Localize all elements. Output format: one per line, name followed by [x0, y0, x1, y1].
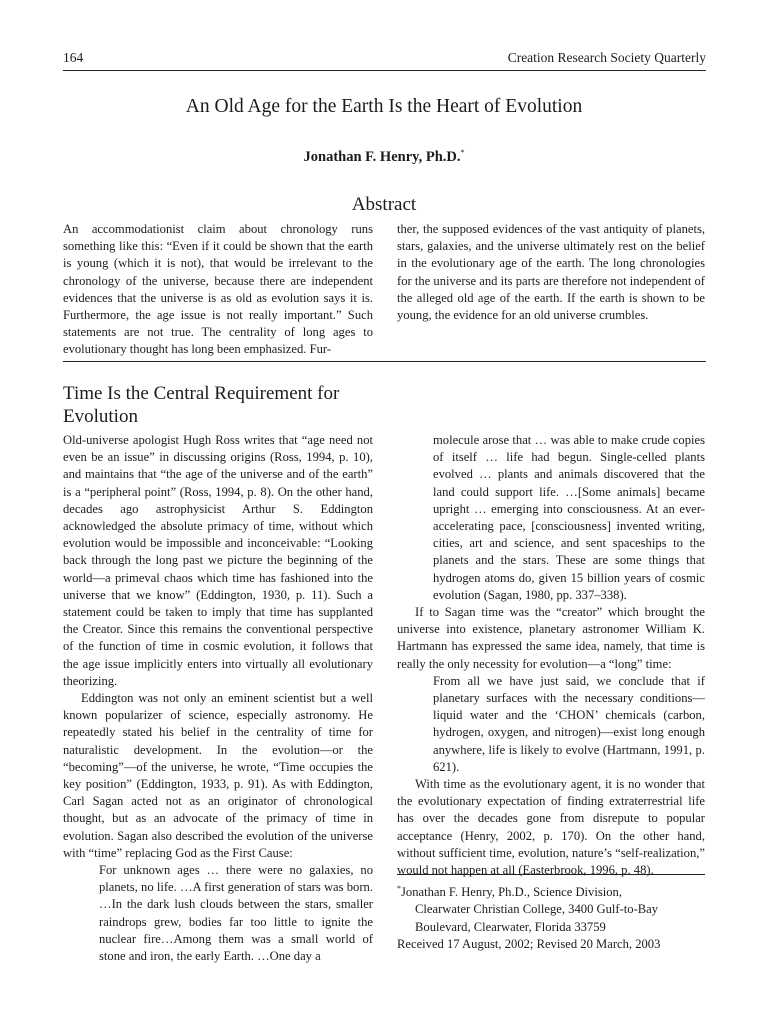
- abstract-column-right: [397, 221, 705, 324]
- page-number: 164: [63, 50, 84, 65]
- footnote: [397, 880, 705, 953]
- footnote-mark: *: [397, 884, 401, 893]
- abstract-column-left: [63, 221, 373, 359]
- block-quote: From all we have just said, we conclude that if planetary surfaces with the necessary conditions—liquid water and the ‘CHON’ chemicals (carbon, hydrogen, oxygen, and nitrogen)—exist long enough anywhere, life is likely to evolve (Hartmann, 1991, p. 621).: [433, 673, 705, 774]
- abstract-text-left: An accommodationist claim about chronology runs something like this: “Even if it could be shown that the earth is young (which it is not), that would be irrelevant to the chronology of the universe, because there are independent evidences that the universe is as old as evolution says it is. Furthermore, the age issue is not really important.” Such statements are not true. The centrality of long ages to evolutionary thought has long been emphasized. Fur-: [63, 222, 373, 357]
- section-heading: Time Is the Central Requirement for Evolution: [63, 383, 340, 427]
- block-quote: For unknown ages … there were no galaxies, no planets, no life. …A first generation of stars was born. …In the dark lush clouds between the stars, smaller raindrops grew, bodies far too little to ignite the nuclear fire…Among them was a small world of stone and iron, the early Earth. …One day a: [99, 863, 373, 964]
- running-head: [63, 50, 706, 71]
- body-paragraph: With time as the evolutionary agent, it is no wonder that the evolutionary expectation of finding extraterrestrial life has over the decades gone from disrepute to popular acceptance (Henry, 2002, p. 170). On the other hand, without sufficient time, evolution, nature’s “self-realization,” would not happen at all (Easterbrook, 1996, p. 48).: [397, 777, 705, 878]
- footnote-line: Boulevard, Clearwater, Florida 33759: [415, 919, 606, 934]
- footnote-line: [397, 880, 705, 901]
- abstract-heading: Abstract: [351, 194, 417, 215]
- author-name: Jonathan F. Henry, Ph.D.: [303, 148, 461, 165]
- abstract-text-right: ther, the supposed evidences of the vast antiquity of planets, stars, galaxies, and the universe ultimately rest on the belief in the evolutionary age of the earth. The long chronologies for the universe and its parts are therefore not independent of the alleged old age of the earth. If the earth is shown to be young, the evidence for an old universe crumbles.: [397, 222, 705, 323]
- body-column-right: [397, 432, 705, 879]
- abstract-divider: [63, 361, 706, 362]
- footnote-divider: [397, 874, 705, 875]
- article-title: An Old Age for the Earth Is the Heart of Evolution: [185, 96, 583, 117]
- footnote-affiliation: Jonathan F. Henry, Ph.D., Science Division,: [401, 885, 622, 900]
- block-quote: molecule arose that … was able to make crude copies of itself … life had begun. Single-celled plants evolved … plants and animals discovered that the land could support life. …[Some animals] became upright … emerging into consciousness. At an ever-accelerating pace, [consciousness] invented writing, cities, art and science, and sent spaceships to the planets and the stars. These are some things that hydrogen atoms do, given 15 billion years of cosmic evolution (Sagan, 1980, pp. 337–338).: [433, 433, 705, 602]
- footnote-line: Clearwater Christian College, 3400 Gulf-to-Bay: [415, 902, 659, 917]
- body-paragraph: Eddington was not only an eminent scientist but a well known popularizer of science, especially astronomy. He repeatedly stated his belief in the centrality of time for naturalistic development. In the evolution—or the “becoming”—of the universe, he wrote, “Time occupies the key position” (Eddington, 1933, p. 91). As with Eddington, Carl Sagan acted not as an originator of chronological thought, but as an advocate of the primacy of time in evolution. Sagan also described the evolution of the universe with “time” replacing God as the First Cause:: [63, 691, 373, 860]
- journal-name: Creation Research Society Quarterly: [507, 50, 706, 65]
- body-column-left: [63, 432, 373, 965]
- author-footnote-mark: *: [460, 148, 465, 157]
- author-line: [0, 148, 768, 166]
- body-paragraph: If to Sagan time was the “creator” which brought the universe into existence, planetary astronomer William K. Hartmann has expressed the same idea, namely, that time is really the only necessity for evolution—a “long” time:: [397, 605, 705, 671]
- received-dates: Received 17 August, 2002; Revised 20 March, 2003: [397, 936, 661, 951]
- body-paragraph: Old-universe apologist Hugh Ross writes that “age need not even be an issue” in discussing origins (Ross, 1994, p. 10), and maintains that “the age of the universe and of the earth” is a “peripheral point” (Ross, 1994, p. 8). On the other hand, decades ago astrophysicist Arthur S. Eddington acknowledged the absolute primacy of time, without which evolution would be impossible and inconceivable: “Looking back through the long past we picture the beginning of the world—a primeval chaos which time has fashioned into the universe that we know” (Eddington, 1930, p. 11). Such a statement could be taken to imply that time has supplanted the Creator. Since this remains the conventional perspective of the function of time in cosmic evolution, it follows that the age issue implicitly enters into virtually all evolutionary theorizing.: [63, 433, 373, 688]
